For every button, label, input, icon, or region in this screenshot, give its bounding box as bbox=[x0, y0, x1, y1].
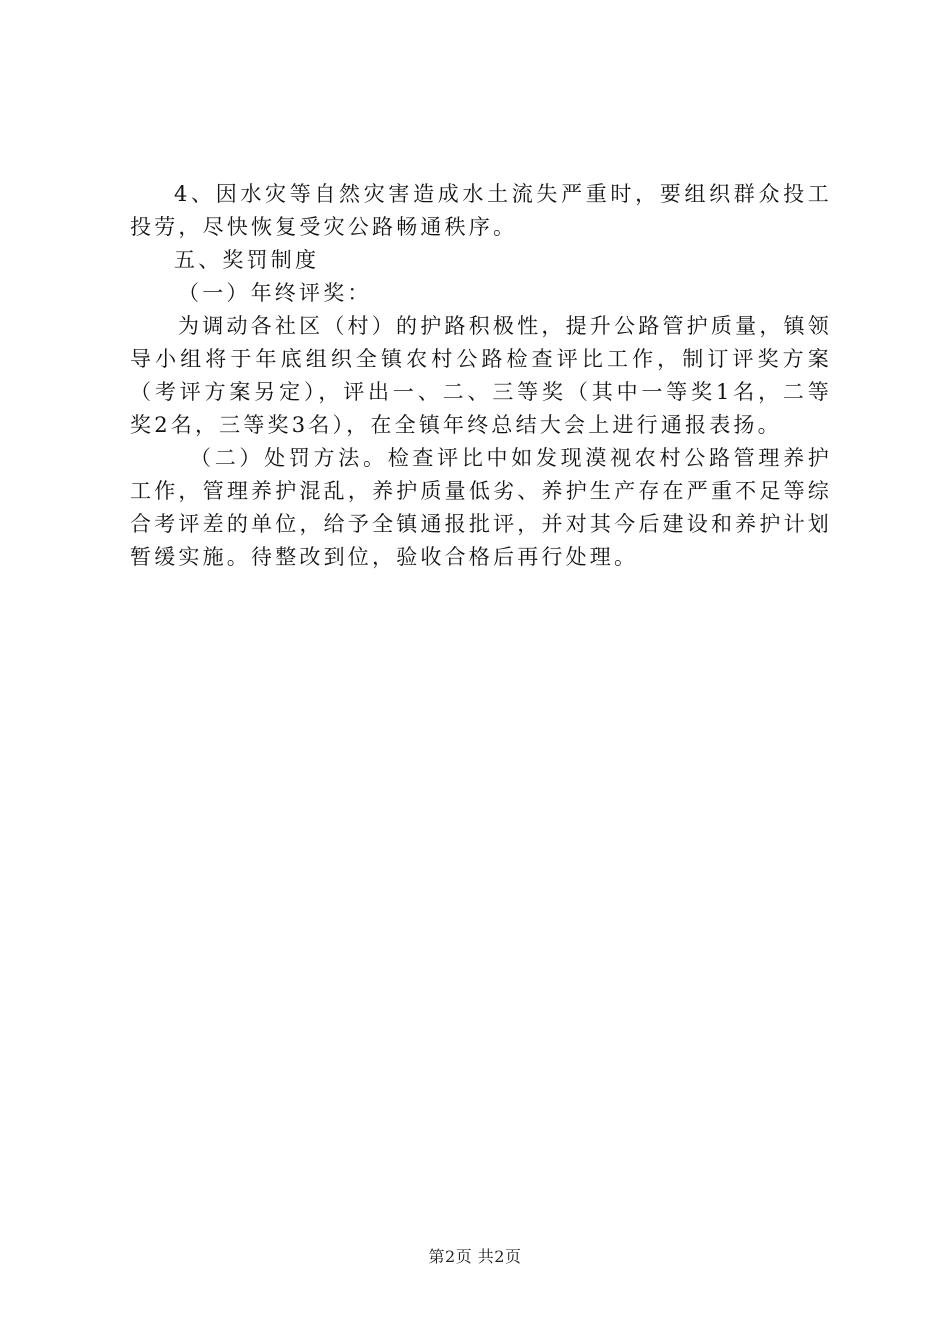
subsection-heading-annual-awards: （一）年终评奖： bbox=[178, 281, 372, 305]
paragraph-penalty-methods: （二）处罚方法。检查评比中如发现漠视农村公路管理养护工作，管理养护混乱，养护质量低劣、养护生产存在严重不足等综合考评差的单位，给予全镇通报批评，并对其今后建设和养护计划暂缓实施。待整改到位，验收合格后再行处理。 bbox=[130, 446, 832, 569]
section-heading-rewards-penalties: 五、奖罚制度 bbox=[174, 248, 320, 272]
document-body bbox=[130, 178, 832, 574]
paragraph-item-4: 4、因水灾等自然灾害造成水土流失严重时，要组织群众投工投劳，尽快恢复受灾公路畅通秩序。 bbox=[130, 182, 832, 239]
page-number-footer: 第2页 共2页 bbox=[428, 1247, 522, 1266]
paragraph-annual-awards: 为调动各社区（村）的护路积极性，提升公路管护质量，镇领导小组将于年底组织全镇农村公路检查评比工作，制订评奖方案（考评方案另定），评出一、二、三等奖（其中一等奖1名，二等奖2名，三等奖3名），在全镇年终总结大会上进行通报表扬。 bbox=[130, 314, 832, 437]
